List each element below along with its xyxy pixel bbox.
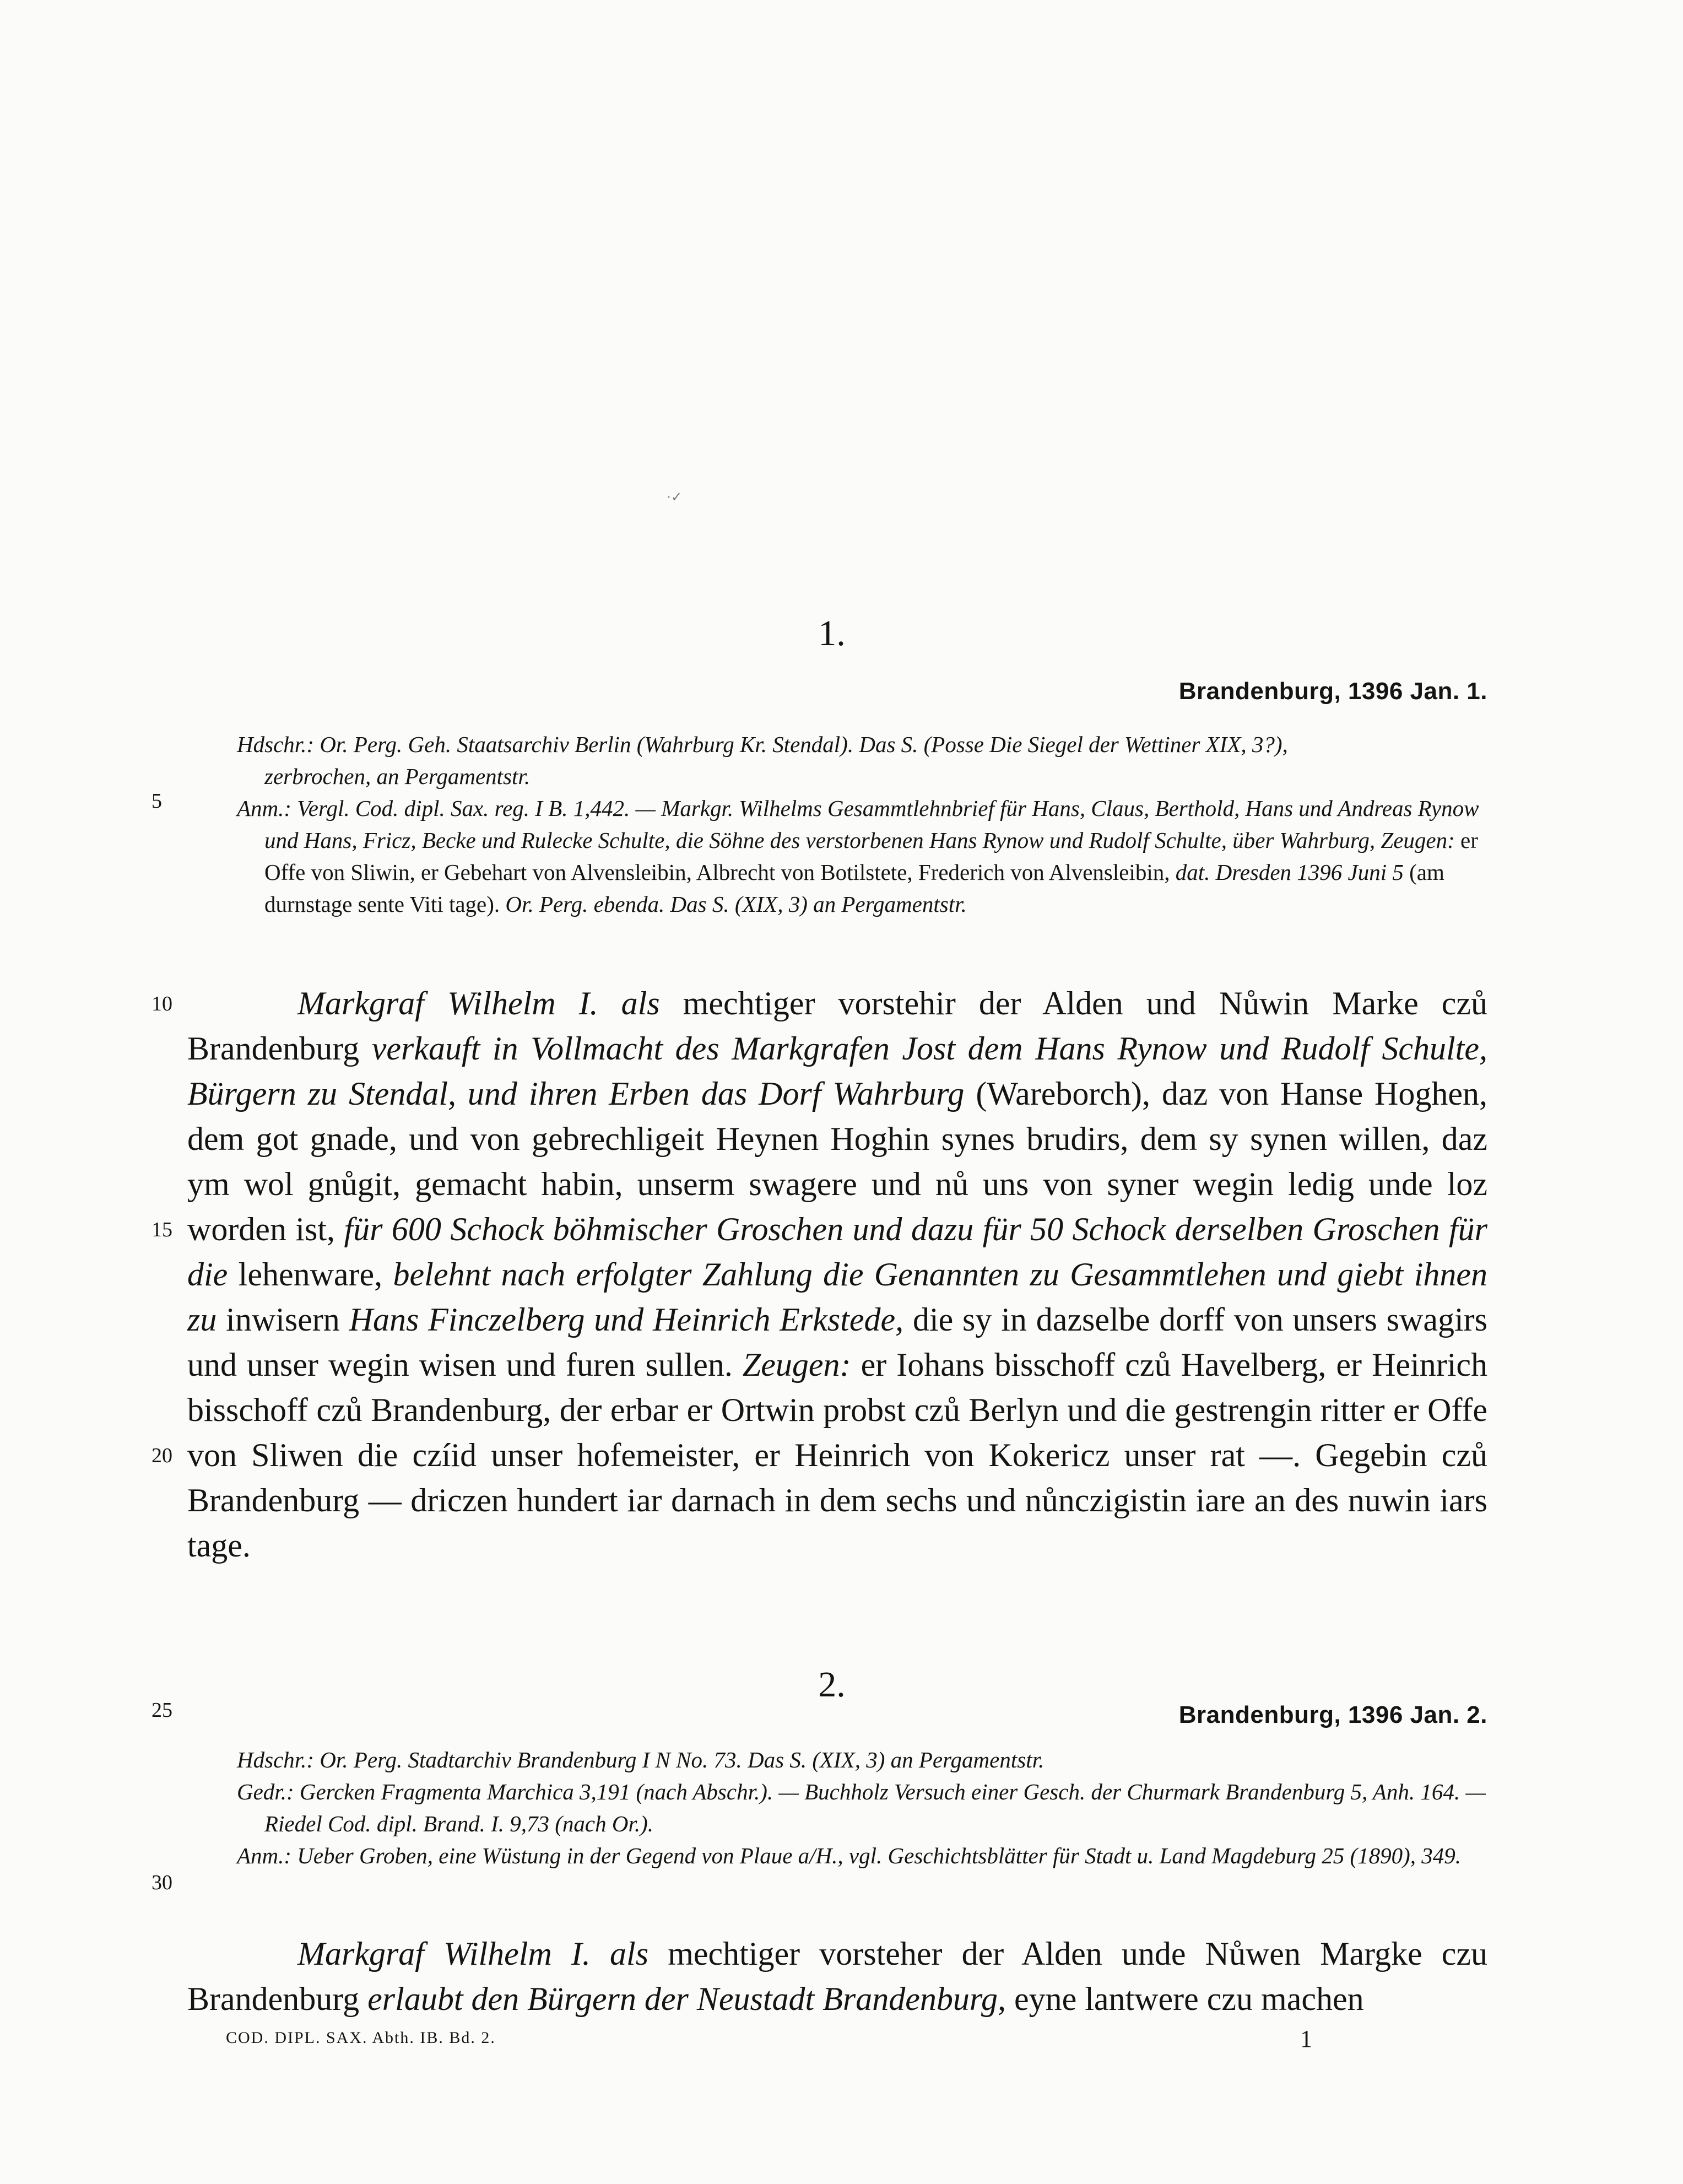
line-number: 10	[151, 992, 172, 1015]
line-number: 15	[151, 1218, 172, 1241]
scan-mark: ·✓	[667, 490, 683, 505]
document-number-2: 2.	[818, 1664, 846, 1705]
line-number: 30	[151, 1871, 172, 1894]
line-number: 5	[151, 790, 162, 813]
note-anm-2: Anm.: Ueber Groben, eine Wüstung in der Gegend von Plaue a/H., vgl. Geschichtsblätter für Stadt u. Land Magdeburg 25 (1890), 349.	[237, 1843, 1462, 1868]
note-gedr-2: Gedr.: Gercken Fragmenta Marchica 3,191 (nach Abschr.). — Buchholz Versuch einer Gesch. der Churmark Brandenburg 5, Anh. 164. — Riedel Cod. dipl. Brand. I. 9,73 (nach Or.).	[237, 1779, 1486, 1836]
document-number-1: 1.	[818, 613, 846, 653]
footer-series-title: COD. DIPL. SAX. Abth. IB. Bd. 2.	[226, 2029, 496, 2047]
charter-text-2	[187, 1931, 1487, 2021]
note-hdschr: Hdschr.: Or. Perg. Geh. Staatsarchiv Berlin (Wahrburg Kr. Stendal). Das S. (Posse Die Siegel der Wettiner XIX, 3?), zerbrochen, an Pergamentstr.	[237, 732, 1288, 789]
date-line-1: Brandenburg, 1396 Jan. 1.	[1178, 678, 1487, 705]
note-anm: Anm.: Vergl. Cod. dipl. Sax. reg. I B. 1,442. — Markgr. Wilhelms Gesammtlehnbrief für Hans, Claus, Berthold, Hans und Andreas Rynow und Hans, Fricz, Becke und Rulecke Schulte, die Söhne des verstorbenen Hans Rynow und Rudolf Schulte, über Wahrburg, Zeugen: er Offe von Sliwin, er Gebehart von Alvensleibin, Albrecht von Botilstete, Frederich von Alvensleibin, dat. Dresden 1396 Juni 5 (am durnstage sente Viti tage). Or. Perg. ebenda. Das S. (XIX, 3) an Pergamentstr.	[237, 796, 1479, 917]
charter-text-1	[187, 981, 1487, 1568]
page-number: 1	[1300, 2025, 1312, 2052]
date-line-2: Brandenburg, 1396 Jan. 2.	[1178, 1701, 1487, 1728]
apparatus-notes-2	[237, 1744, 1493, 1872]
charter-paragraph-2: Markgraf Wilhelm I. als mechtiger vorsteher der Alden unde Nůwen Margke czu Brandenburg erlaubt den Bürgern der Neustadt Brandenburg, eyne lantwere czu machen	[187, 1936, 1488, 2017]
line-number: 20	[151, 1444, 172, 1467]
charter-paragraph-1: Markgraf Wilhelm I. als mechtiger vorstehir der Alden und Nůwin Marke czů Brandenburg verkauft in Vollmacht des Markgrafen Jost dem Hans Rynow und Rudolf Schulte, Bürgern zu Stendal, und ihren Erben das Dorf Wahrburg (Wareborch), daz von Hanse Hoghen, dem got gnade, und von gebrechligeit Heynen Hoghin synes brudirs, dem sy synen willen, daz ym wol gnůgit, gemacht habin, unserm swagere und nů uns von syner wegin ledig unde loz worden ist, für 600 Schock böhmischer Groschen und dazu für 50 Schock derselben Groschen für die lehenware, belehnt nach erfolgter Zahlung die Genannten zu Gesammtlehen und giebt ihnen zu inwisern Hans Finczelberg und Heinrich Erkstede, die sy in dazselbe dorff von unsers swagirs und unser wegin wisen und furen sullen. Zeugen: er Iohans bisschoff czů Havelberg, er Heinrich bisschoff czů Brandenburg, der erbar er Ortwin probst czů Berlyn und die gestrengin ritter er Offe von Sliwen die czíid unser hofemeister, er Heinrich von Kokericz unser rat —. Gegebin czů Brandenburg — driczen hundert iar darnach in dem sechs und nůnczigistin iare an des nuwin iars tage.	[187, 985, 1488, 1564]
note-hdschr-2: Hdschr.: Or. Perg. Stadtarchiv Brandenburg I N No. 73. Das S. (XIX, 3) an Pergamentstr.	[237, 1747, 1045, 1772]
line-number: 25	[151, 1699, 172, 1722]
apparatus-notes-1	[237, 728, 1493, 920]
